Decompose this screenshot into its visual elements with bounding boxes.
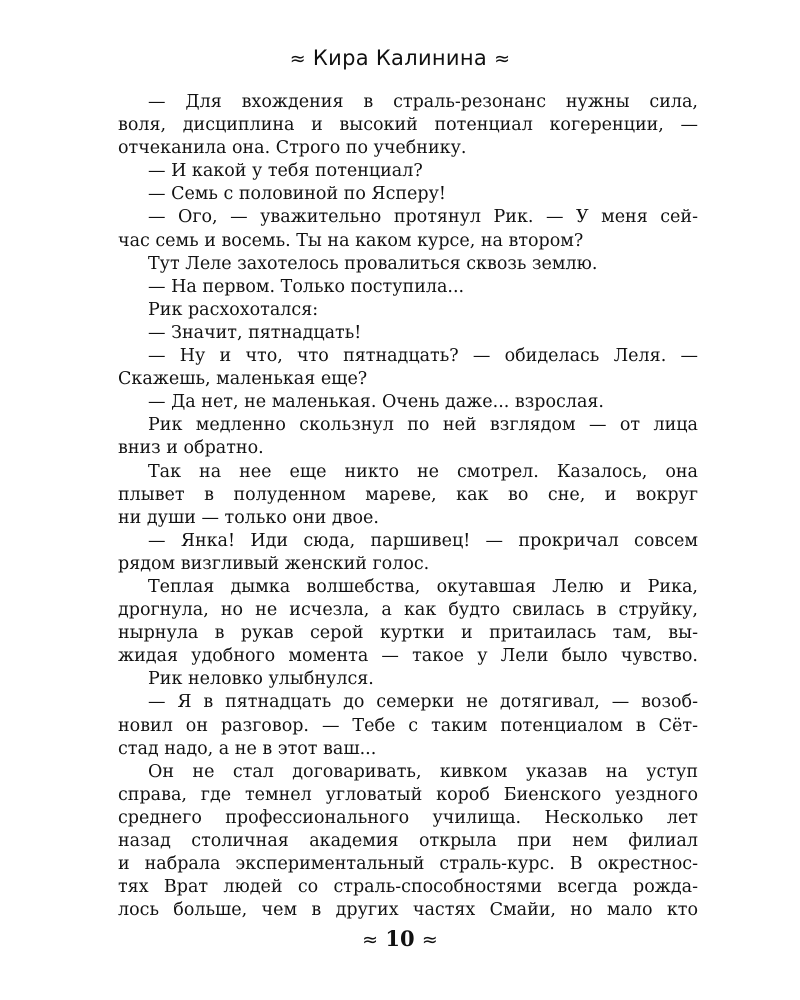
text-line: новил он разговор. — Тебе с таким потенциалом в Сёт- <box>118 715 698 736</box>
text-line: — И какой у тебя потенциал? <box>148 161 423 182</box>
text-line: Рик неловко улыбнулся. <box>148 669 374 690</box>
text-line: — Для вхождения в страль-резонанс нужны сила, <box>148 92 698 112</box>
text-line: Скажешь, маленькая еще? <box>118 369 368 390</box>
text-line: отчеканила она. Строго по учебнику. <box>118 138 467 159</box>
text-line: нырнула в рукав серой куртки и притаилась там, вы- <box>118 623 698 644</box>
text-line: Рик медленно скользнул по ней взглядом — от лица <box>148 415 698 436</box>
text-line: лось больше, чем в других частях Смайи, но мало кто <box>118 900 698 921</box>
text-line: Тут Леле захотелось провалиться сквозь землю. <box>148 253 598 274</box>
body-text <box>118 91 698 922</box>
text-line: рядом визгливый женский голос. <box>118 553 430 574</box>
text-line: Теплая дымка волшебства, окутавшая Лелю и Рика, <box>148 576 698 597</box>
text-line: назад столичная академия открыла при нем филиал <box>118 831 698 851</box>
text-line: дрогнула, но не исчезла, а как будто свилась в струйку, <box>118 600 698 621</box>
text-line: жидая удобного момента — такое у Лели было чувство. <box>118 646 698 667</box>
text-line: час семь и восемь. Ты на каком курсе, на втором? <box>118 230 584 251</box>
text-line: — Ого, — уважительно протянул Рик. — У меня сей- <box>148 207 698 228</box>
header-ornament-right: ≈ <box>494 48 511 70</box>
header-ornament-left: ≈ <box>289 48 306 70</box>
text-line: справа, где темнел угловатый короб Биенского уездного <box>118 784 698 805</box>
text-line: и набрала экспериментальный страль-курс. В окрестнос- <box>118 854 698 875</box>
text-line: Он не стал договаривать, кивком указав на уступ <box>148 761 698 782</box>
text-line: — Янка! Иди сюда, паршивец! — прокричал совсем <box>148 530 698 551</box>
text-line: — Ну и что, что пятнадцать? — обиделась Леля. — <box>148 346 698 367</box>
text-line: Так на нее еще никто не смотрел. Казалось, она <box>148 461 698 482</box>
text-line: Рик расхохотался: <box>148 299 319 320</box>
text-line: стад надо, а не в этот ваш... <box>118 738 377 759</box>
page-footer <box>0 926 800 951</box>
text-line: среднего профессионального училища. Несколько лет <box>118 807 698 828</box>
text-line: воля, дисциплина и высокий потенциал когеренции, — <box>118 115 698 136</box>
text-line: — На первом. Только поступила... <box>148 276 465 297</box>
text-line: — Я в пятнадцать до семерки не дотягивал, — возоб- <box>148 692 698 713</box>
text-line: — Значит, пятнадцать! <box>148 322 362 343</box>
text-line: тях Врат людей со страль-способностями всегда рожда- <box>118 877 698 898</box>
text-line: — Да нет, не маленькая. Очень даже... взрослая. <box>148 392 604 413</box>
text-line: плывет в полуденном мареве, как во сне, и вокруг <box>118 484 698 505</box>
running-header <box>0 46 800 70</box>
footer-ornament-right: ≈ <box>421 929 438 951</box>
text-line: вниз и обратно. <box>118 438 264 459</box>
text-line: ни души — только они двое. <box>118 507 379 528</box>
text-line: — Семь с половиной по Ясперу! <box>148 184 446 205</box>
page-number: 10 <box>385 926 415 951</box>
author-name: Кира Калинина <box>312 46 488 70</box>
footer-ornament-left: ≈ <box>362 929 379 951</box>
